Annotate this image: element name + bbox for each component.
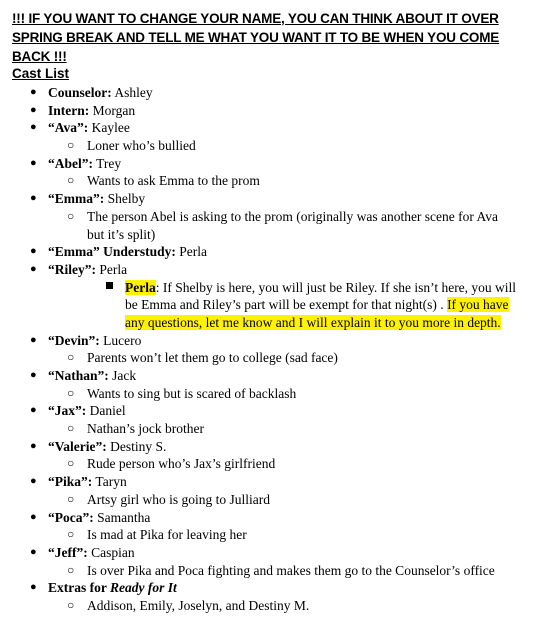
actor-name: Trey: [93, 155, 122, 171]
sub-bullet-icon: ○: [67, 208, 75, 223]
list-item: [0, 579, 537, 597]
role-label: “Jeff”:: [48, 544, 88, 560]
sub-bullet-icon: ○: [67, 527, 75, 542]
bullet-icon: ●: [30, 439, 37, 452]
actor-name: Jack: [108, 368, 137, 384]
bullet-icon: ●: [30, 404, 37, 417]
cast-list-heading: Cast List: [12, 66, 70, 81]
role-label: Extras for: [48, 580, 110, 596]
list-subitem: [0, 597, 537, 615]
list-item: [0, 119, 537, 137]
highlighted-name: Perla: [125, 279, 156, 295]
role-note: Rude person who’s Jax’s girlfriend: [87, 456, 276, 472]
actor-name: Caspian: [87, 544, 135, 560]
sub-bullet-icon: ○: [67, 491, 75, 506]
cast-list: [0, 84, 537, 615]
actor-name: Kaylee: [88, 120, 130, 136]
actor-name: Morgan: [89, 102, 136, 118]
list-subitem: [0, 172, 537, 190]
highlighted-note: If you have any questions, let me know and I will explain it to you more in depth.: [125, 297, 509, 330]
list-subitem: [0, 455, 537, 473]
role-note: The person Abel is asking to the prom (originally was another scene for Ava but it’s split): [87, 208, 499, 242]
bullet-icon: ●: [30, 192, 37, 205]
role-label: “Valerie”:: [48, 438, 107, 454]
list-item: [0, 402, 537, 420]
role-note: Addison, Emily, Joselyn, and Destiny M.: [87, 597, 310, 613]
bullet-icon: ●: [30, 103, 37, 116]
list-item: [0, 261, 537, 279]
list-subitem: [0, 385, 537, 403]
role-label: “Jax”:: [48, 403, 87, 419]
list-item: [0, 473, 537, 491]
bullet-icon: ●: [30, 369, 37, 382]
list-item: [0, 190, 537, 208]
list-item: [0, 243, 537, 261]
role-note: Wants to sing but is scared of backlash: [87, 385, 297, 401]
role-label: “Ava”:: [48, 120, 89, 136]
square-bullet-icon: [106, 282, 113, 289]
bullet-icon: ●: [30, 245, 37, 258]
sub-bullet-icon: ○: [67, 562, 75, 577]
list-item: [0, 509, 537, 527]
actor-name: Lucero: [99, 332, 142, 348]
list-item: [0, 102, 537, 120]
role-label: “Poca”:: [48, 509, 94, 525]
role-label: “Devin”:: [48, 332, 100, 348]
list-item: [0, 367, 537, 385]
role-label: “Nathan”:: [48, 368, 109, 384]
sub-bullet-icon: ○: [67, 597, 75, 612]
sub-bullet-icon: ○: [67, 385, 75, 400]
list-subitem: [0, 491, 537, 509]
role-label: “Emma” Understudy:: [48, 244, 176, 260]
role-label: “Riley”:: [48, 261, 96, 277]
sub-bullet-icon: ○: [67, 421, 75, 436]
sub-bullet-icon: ○: [67, 456, 75, 471]
role-label: Counselor:: [48, 85, 112, 100]
sub-bullet-icon: ○: [67, 173, 75, 188]
list-subitem: [0, 420, 537, 438]
role-label: Intern:: [48, 102, 90, 118]
bullet-icon: ●: [30, 510, 37, 523]
list-subsubitem: [0, 279, 537, 332]
list-item: [0, 84, 537, 102]
actor-name: Shelby: [104, 191, 146, 207]
list-subitem: [0, 562, 537, 580]
actor-name: Daniel: [86, 403, 126, 419]
role-note: Artsy girl who is going to Julliard: [87, 491, 270, 507]
actor-name: Perla: [175, 244, 208, 260]
sub-bullet-icon: ○: [67, 138, 75, 153]
list-item: [0, 155, 537, 173]
role-note: Is over Pika and Poca fighting and makes them go to the Counselor’s office: [87, 562, 495, 578]
role-note: Is mad at Pika for leaving her: [87, 527, 247, 543]
bullet-icon: ●: [30, 121, 37, 134]
actor-name: Taryn: [92, 474, 127, 490]
role-label: “Pika”:: [48, 474, 93, 490]
role-note: Parents won’t let them go to college (sad face): [87, 350, 338, 366]
bullet-icon: ●: [30, 156, 37, 169]
list-item: [0, 332, 537, 350]
list-subitem: [0, 349, 537, 367]
sub-bullet-icon: ○: [67, 350, 75, 365]
bullet-icon: ●: [30, 545, 37, 558]
role-note: Nathan’s jock brother: [87, 421, 204, 437]
actor-name: Ashley: [111, 85, 153, 100]
role-note: Wants to ask Emma to the prom: [87, 173, 260, 189]
list-subitem: [0, 137, 537, 155]
role-note: Loner who’s bullied: [87, 138, 196, 154]
role-note: : If Shelby is here, you will just be Riley. If she isn’t here, you will be Emma and Riley’s part will be exempt for that night(s) .: [125, 279, 517, 313]
bullet-icon: ●: [30, 262, 37, 275]
actor-name: Samantha: [93, 509, 151, 525]
actor-name: Destiny S.: [106, 438, 167, 454]
list-item: [0, 544, 537, 562]
role-label: “Emma”:: [48, 191, 105, 207]
bullet-icon: ●: [30, 475, 37, 488]
notice-banner: !!! IF YOU WANT TO CHANGE YOUR NAME, YOU CAN THINK ABOUT IT OVER SPRING BREAK AND TELL ME WHAT YOU WANT IT TO BE WHEN YOU COME BACK !!!: [12, 11, 500, 64]
bullet-icon: ●: [30, 581, 37, 594]
actor-name: Perla: [96, 261, 128, 277]
list-subitem: [0, 208, 537, 243]
bullet-icon: ●: [30, 333, 37, 346]
list-item: [0, 438, 537, 456]
bullet-icon: ●: [30, 86, 37, 98]
song-title: Ready for It: [110, 580, 177, 596]
role-label: “Abel”:: [48, 155, 93, 171]
list-subitem: [0, 526, 537, 544]
